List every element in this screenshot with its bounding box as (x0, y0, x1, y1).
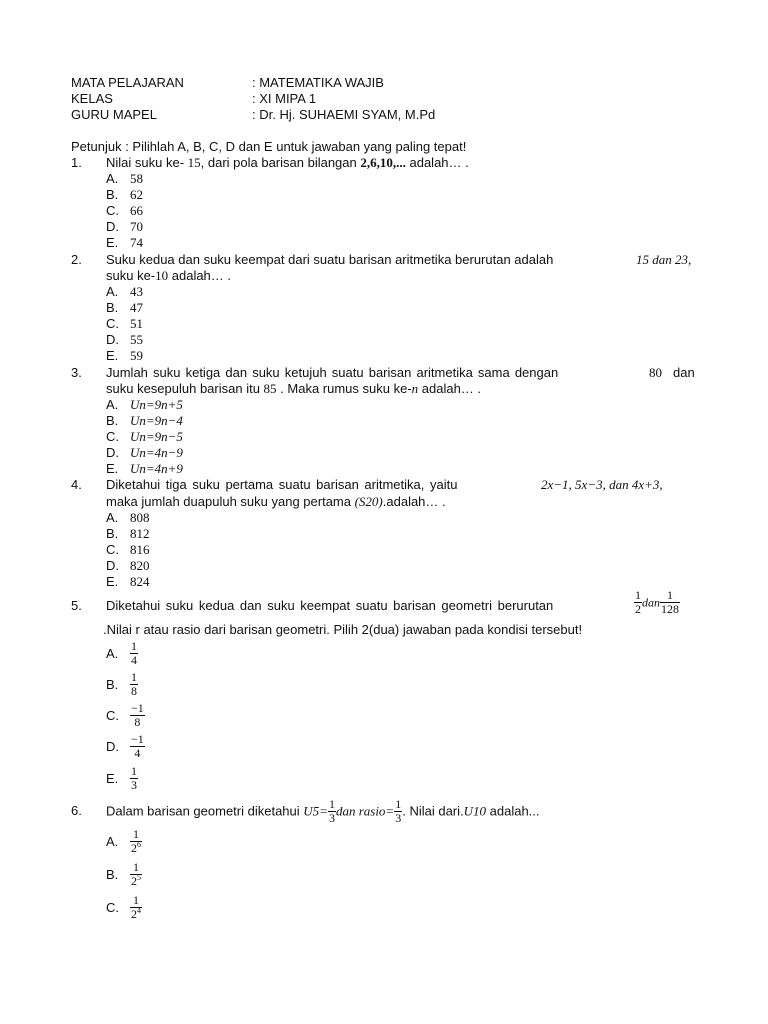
option-letter: E. (106, 461, 119, 476)
numerator: 1 (130, 894, 142, 908)
power-base: 2 (131, 874, 137, 888)
header-value: : Dr. Hj. SUHAEMI SYAM, M.Pd (252, 107, 436, 122)
q6-text-mid: . Nilai dari. (402, 803, 464, 819)
option-value: 820 (130, 558, 150, 573)
option-letter: C. (106, 542, 119, 557)
option-letter: C. (106, 203, 119, 218)
q3-dan: dan (673, 365, 695, 380)
numerator: 1 (395, 797, 402, 812)
numerator: 1 (635, 588, 641, 602)
option-value: 824 (130, 574, 150, 589)
power-exponent: 6 (137, 840, 141, 849)
question-6-text (106, 795, 540, 827)
q5-option-a[interactable] (106, 640, 138, 672)
option-letter: A. (106, 510, 119, 525)
fraction (130, 702, 145, 729)
option-value: 55 (130, 332, 143, 347)
q6-option-b[interactable] (106, 861, 142, 893)
option-value: 816 (130, 542, 150, 557)
option-value: 51 (130, 316, 143, 331)
numerator: 1 (130, 861, 142, 875)
option-value: 62 (130, 187, 143, 202)
option-letter: D. (106, 332, 119, 347)
q2-option-c[interactable] (106, 316, 143, 332)
header-value: : MATEMATIKA WAJIB (252, 75, 384, 90)
fraction (130, 828, 142, 855)
question-1-text (106, 155, 469, 171)
option-letter: C. (106, 900, 119, 915)
question-number: 5. (71, 598, 82, 613)
option-value: 43 (130, 284, 143, 299)
header-key: GURU MAPEL (71, 107, 157, 122)
fraction (130, 861, 142, 888)
power-exponent: 4 (137, 906, 141, 915)
option-letter: A. (106, 171, 119, 186)
q1-text-post: adalah… . (405, 155, 469, 170)
option-letter: D. (106, 739, 119, 754)
option-letter: B. (106, 677, 119, 692)
numerator: 1 (660, 589, 680, 603)
q3-option-e[interactable] (106, 461, 183, 477)
q1-text-mid: , dari pola barisan bilangan (200, 155, 361, 170)
q5-fractions (634, 589, 680, 621)
fraction (634, 589, 642, 616)
fraction (130, 894, 142, 921)
question-4-line-1: Diketahui tiga suku pertama suatu barisan aritmetika, yaitu (106, 477, 458, 492)
option-letter: E. (106, 348, 119, 363)
instruction: Petunjuk : Pilihlah A, B, C, D dan E untuk jawaban yang paling tepat! (71, 139, 467, 154)
question-number: 2. (71, 252, 82, 267)
denominator (130, 908, 142, 921)
q5-option-b[interactable] (106, 671, 138, 703)
option-letter: D. (106, 445, 119, 460)
numerator: 1 (130, 828, 142, 842)
option-letter: A. (106, 834, 119, 849)
option-value: 66 (130, 203, 143, 218)
option-value: 59 (130, 348, 143, 363)
q4-option-e[interactable] (106, 574, 150, 590)
denominator (130, 875, 142, 888)
q3-n-var: n (411, 381, 419, 396)
q2-text: suku ke- (106, 268, 156, 283)
q6-u5: U5= (303, 803, 328, 819)
q6-dan-rasio: dan rasio= (335, 803, 395, 819)
option-value: Un=4n−9 (130, 445, 183, 460)
numerator: −1 (131, 732, 144, 746)
question-3-line-1: Jumlah suku ketiga dan suku ketujuh suatu barisan aritmetika sama dengan (106, 365, 559, 380)
option-letter: B. (106, 867, 119, 882)
question-number: 1. (71, 155, 82, 170)
q2-option-d[interactable] (106, 332, 143, 348)
fraction (660, 589, 680, 616)
q6-u10: U10 (463, 803, 487, 819)
q4-option-b[interactable] (106, 526, 150, 542)
fraction (130, 640, 138, 667)
numerator: 1 (131, 639, 137, 653)
option-letter: B. (106, 413, 119, 428)
option-letter: E. (106, 235, 119, 250)
q6-option-c[interactable] (106, 894, 142, 926)
numerator: −1 (131, 701, 144, 715)
header-value: : XI MIPA 1 (252, 91, 317, 106)
option-value: Un=4n+9 (130, 461, 183, 476)
option-value: 812 (130, 526, 150, 541)
q3-option-c[interactable] (106, 429, 183, 445)
q5-dan: dan (642, 595, 660, 610)
option-value: 58 (130, 171, 143, 186)
question-3-line-2 (106, 381, 481, 397)
numerator: 1 (328, 797, 335, 812)
option-letter: B. (106, 526, 119, 541)
q6-option-a[interactable] (106, 828, 142, 860)
power-base: 2 (131, 841, 137, 855)
q1-option-e[interactable] (106, 235, 143, 251)
option-value: Un=9n+5 (130, 397, 183, 412)
q4-text-post: .adalah… . (382, 494, 446, 509)
power-exponent: 5 (137, 873, 141, 882)
q6-text-post: adalah... (486, 803, 540, 819)
q3-option-b[interactable] (106, 413, 183, 429)
question-number: 3. (71, 365, 82, 380)
option-letter: E. (106, 574, 119, 589)
q1-option-b[interactable] (106, 187, 143, 203)
option-letter: C. (106, 316, 119, 331)
q4-option-c[interactable] (106, 542, 150, 558)
denominator: 128 (661, 602, 679, 616)
option-value: Un=9n−5 (130, 429, 183, 444)
question-4-line-2 (106, 494, 446, 510)
numerator: 1 (131, 670, 137, 684)
option-value: Un=9n−4 (130, 413, 183, 428)
q3-value-85: 85 (263, 381, 277, 396)
question-5-line-2: .Nilai r atau rasio dari barisan geometri. Pilih 2(dua) jawaban pada kondisi tersebut! (103, 622, 583, 637)
option-letter: B. (106, 300, 119, 315)
fraction (130, 671, 138, 698)
q6-text-pre: Dalam barisan geometri diketahui (106, 803, 304, 819)
q4-option-a[interactable] (106, 510, 150, 526)
denominator: 8 (131, 684, 137, 698)
question-number: 6. (71, 803, 82, 818)
option-value: 70 (130, 219, 143, 234)
question-2-line-1: Suku kedua dan suku keempat dari suatu barisan aritmetika berurutan adalah (106, 252, 554, 267)
q5-option-d[interactable] (106, 733, 145, 765)
option-letter: A. (106, 284, 119, 299)
header-key: KELAS (71, 91, 113, 106)
q1-option-c[interactable] (106, 203, 143, 219)
q2-option-e[interactable] (106, 348, 143, 364)
option-letter: C. (106, 429, 119, 444)
q1-sequence: 2,6,10,... (360, 155, 406, 170)
option-value: 47 (130, 300, 143, 315)
q4-text: maka jumlah duapuluh suku yang pertama (106, 494, 355, 509)
denominator: 3 (328, 811, 335, 826)
q5-option-e[interactable] (106, 765, 138, 797)
numerator: 1 (131, 764, 137, 778)
option-letter: C. (106, 708, 119, 723)
q1-n: 15 (187, 155, 201, 170)
option-letter: E. (106, 771, 119, 786)
denominator: 2 (635, 602, 641, 616)
denominator: 3 (395, 811, 402, 826)
q3-value-80: 80 (649, 365, 662, 380)
denominator: 8 (134, 715, 141, 729)
option-letter: D. (106, 219, 119, 234)
fraction (328, 798, 336, 825)
question-number: 4. (71, 477, 82, 492)
q2-text-post: adalah… . (168, 268, 232, 283)
fraction (130, 733, 145, 760)
q3-option-d[interactable] (106, 445, 183, 461)
denominator: 3 (131, 778, 137, 792)
question-5-line-1: Diketahui suku kedua dan suku keempat suatu barisan geometri berurutan (106, 598, 554, 613)
q5-option-c[interactable] (106, 702, 145, 734)
q2-n: 10 (155, 268, 169, 283)
option-value: 808 (130, 510, 150, 525)
power-base: 2 (131, 907, 137, 921)
q2-option-b[interactable] (106, 300, 143, 316)
q1-option-a[interactable] (106, 171, 143, 187)
q4-math: 2x−1, 5x−3, dan 4x+3, (541, 477, 663, 492)
q4-s20: (S20) (354, 494, 383, 509)
option-value: 74 (130, 235, 143, 250)
q1-text-pre: Nilai suku ke- (106, 155, 188, 170)
denominator (130, 842, 142, 855)
denominator: 4 (131, 653, 137, 667)
denominator: 4 (134, 746, 141, 760)
q2-option-a[interactable] (106, 284, 143, 300)
q3-text: suku kesepuluh barisan itu (106, 381, 264, 396)
q4-option-d[interactable] (106, 558, 150, 574)
question-2-line-2 (106, 268, 231, 284)
q3-text-post: adalah… . (418, 381, 482, 396)
fraction (130, 765, 138, 792)
q2-math: 15 dan 23, (636, 252, 692, 267)
q3-text-mid: . Maka rumus suku ke- (276, 381, 412, 396)
header-key: MATA PELAJARAN (71, 75, 184, 90)
option-letter: A. (106, 397, 119, 412)
option-letter: D. (106, 558, 119, 573)
q1-option-d[interactable] (106, 219, 143, 235)
option-letter: A. (106, 646, 119, 661)
option-letter: B. (106, 187, 119, 202)
q3-option-a[interactable] (106, 397, 183, 413)
